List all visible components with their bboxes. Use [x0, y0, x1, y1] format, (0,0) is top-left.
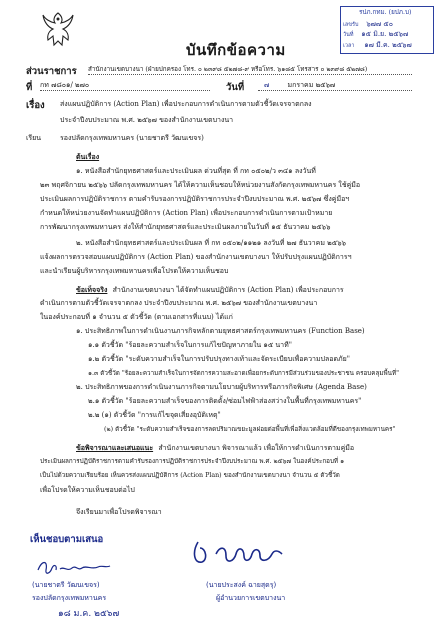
p1-line-5: การพัฒนากรุงเทพมหานคร ส่งให้สำนักยุทธศาสตร์และประเมินผลภายในวันที่ ๑๕ ธันวาคม ๒๕๖๖: [40, 223, 331, 231]
p2-line-3: และนำเรียนผู้บริหารกรุงเทพมหานครเพื่อโปรดให้ความเห็นชอบ: [40, 267, 229, 275]
approval-name: (นายชาตรี วัฒนเขจร): [32, 581, 100, 589]
stamp-date-value: ๑๕ มิ.ย. ๒๕๖๗: [361, 30, 409, 38]
p4-line-3: เป็นไปด้วยความเรียบร้อย เห็นควรส่งแผนปฏิบัติการ (Action Plan) ของสำนักงานเขตบางนา จำนวน ๕ ตัวชี้วัด: [40, 472, 340, 479]
considerations-line-1: [76, 443, 354, 453]
date-day: ๗: [264, 81, 270, 89]
ref-label: ที่: [26, 82, 33, 93]
section-considerations: ข้อพิจารณาและเสนอแนะ: [76, 443, 154, 452]
approval-label: เห็นชอบตามเสนอ: [30, 534, 104, 545]
p3-line-2: ดำเนินการตามตัวชี้วัดเจรจาตกลง ประจำปีงบประมาณ พ.ศ. ๒๕๖๗ ของสำนักงานเขตบางนา: [40, 299, 318, 307]
item-1: ๑. ประสิทธิภาพในการดำเนินงานภารกิจหลักตามยุทธศาสตร์กรุงเทพมหานคร (Function Base): [76, 327, 365, 335]
stamp-no-label: เลขรับ: [343, 22, 359, 28]
director-signature: [186, 534, 296, 574]
agency-label: ส่วนราชการ: [26, 66, 77, 77]
p1-line-2: ๒๓ พฤศจิกายน ๒๕๖๖ ปลัดกรุงเทพมหานคร ได้ให้ความเห็นชอบให้หน่วยงานสังกัดกรุงเทพมหานคร ใช้คู่มือ: [40, 181, 361, 189]
item-2: ๒. ประสิทธิภาพของการดำเนินงานภารกิจตามนโยบายผู้บริหารหรือภารกิจพิเศษ (Agenda Base): [76, 383, 367, 391]
subject-label: เรื่อง: [26, 100, 45, 111]
p1-line-4: กำหนดให้หน่วยงานจัดทำแผนปฏิบัติการ (Action Plan) เพื่อประกอบการดำเนินการตามเป้าหมาย: [40, 209, 333, 217]
item-1-3: ๑.๓ ตัวชี้วัด "ร้อยละความสำเร็จในการจัดการความสะอาดเพื่อยกระดับการมีส่วนร่วมของประชาชน ครอบคลุมพื้นที่": [88, 370, 400, 377]
approval-position: รองปลัดกรุงเทพมหานคร: [32, 594, 107, 602]
stamp-date-label: วันที่: [343, 32, 354, 38]
item-2-1: ๒.๑ ตัวชี้วัด "ร้อยละความสำเร็จของการติดตั้ง/ซ่อมไฟฟ้าส่องสว่างในพื้นที่กรุงเทพมหานคร": [88, 397, 362, 405]
to-value: รองปลัดกรุงเทพมหานคร (นายชาตรี วัฒนเขจร): [60, 134, 204, 142]
signer-name: (นายประสงค์ ฉายสุดรุ): [206, 581, 277, 589]
p4-line-1: สำนักงานเขตบางนา พิจารณาแล้ว เพื่อให้การดำเนินการตามคู่มือ: [158, 444, 355, 452]
p4-line-2: ประเมินผลการปฏิบัติราชการตามคำรับรองการปฏิบัติราชการประจำปีงบประมาณ พ.ศ. ๒๕๖๗ ในองค์ประกอบที่ ๑: [40, 458, 345, 465]
date-value: [258, 81, 412, 91]
item-1-2: ๑.๒ ตัวชี้วัด "ระดับความสำเร็จในการปรับปรุงทางเท้าและจัดระเบียบเพื่อความปลอดภัย": [88, 355, 350, 363]
to-label: เรียน: [26, 134, 42, 142]
p3-line-3: ในองค์ประกอบที่ ๑ จำนวน ๕ ตัวชี้วัด (ตามเอกสารที่แนบ) ได้แก่: [40, 313, 233, 321]
signer-position: ผู้อำนวยการเขตบางนา: [216, 594, 286, 602]
section-facts: ข้อเท็จจริง: [76, 285, 108, 294]
item-2-2: ๒.๒ (๑) ตัวชี้วัด "การแก้ไขจุดเสี่ยงอุบัติเหตุ": [88, 411, 221, 419]
item-2-2-2: (๒) ตัวชี้วัด "ระดับความสำเร็จของการลดปริมาณขยะมูลฝอยต่อพื้นที่เพื่อสิ่งแวดล้อมที่ดีของกรุงเทพมหานคร": [104, 426, 396, 433]
item-1-1: ๑.๑ ตัวชี้วัด "ร้อยละความสำเร็จในการแก้ไขปัญหาภายใน ๑๕ นาที": [88, 341, 292, 349]
garuda-emblem: [40, 10, 76, 50]
p2-line-1: ๒. หนังสือสำนักยุทธศาสตร์และประเมินผล ที่ กท ๐๕๐๒/๑๑๒๑ ลงวันที่ ๒๗ ธันวาคม ๒๕๖๖: [76, 239, 346, 247]
subject-line-1: ส่งแผนปฏิบัติการ (Action Plan) เพื่อประกอบการดำเนินการตามตัวชี้วัดเจรจาตกลง: [60, 100, 312, 108]
p1-line-1: ๑. หนังสือสำนักยุทธศาสตร์และประเมินผล ด่วนที่สุด ที่ กท ๐๕๐๒/ว ๓๔๑ ลงวันที่: [76, 167, 316, 175]
approval-signature: [34, 556, 114, 578]
p1-line-3: ประเมินผลการปฏิบัติราชการ ตามคำรับรองการปฏิบัติราชการประจำปีงบประมาณ พ.ศ. ๒๕๖๗ ซึ่งคู่มือฯ: [40, 195, 350, 203]
received-stamp: [340, 6, 434, 54]
stamp-time-label: เวลา: [343, 43, 355, 49]
ref-value: กท ๗๘๐๑/ ๒๗๐: [40, 81, 210, 91]
p2-line-2: แจ้งผลการตรวจสอบแผนปฏิบัติการ (Action Plan) ของสำนักงานเขตบางนา ให้ปรับปรุงแผนปฏิบัติการฯ: [40, 253, 352, 261]
p3-line-1: สำนักงานเขตบางนา ได้จัดทำแผนปฏิบัติการ (Action Plan) เพื่อประกอบการ: [112, 286, 344, 294]
p4-line-4: เพื่อโปรดให้ความเห็นชอบต่อไป: [40, 486, 135, 494]
facts-line-1: [76, 285, 344, 295]
section-background: ต้นเรื่อง: [76, 152, 100, 161]
subject-line-2: ประจำปีงบประมาณ พ.ศ. ๒๕๖๗ ของสำนักงานเขตบางนา: [60, 116, 234, 124]
date-rest: มกราคม ๒๕๖๗: [287, 81, 336, 89]
stamp-org: รปภ.กทม. (ยปภ.บ): [359, 9, 412, 16]
agency-value: สำนักงานเขตบางนา (ฝ่ายปกครอง โทร. ๐ ๒๓๙๘ ๕๒๗๘-๙ หรือโทร. ๖๑๘๕ โทรสาร ๐ ๒๓๙๘ ๕๒๗๘): [88, 66, 412, 75]
stamp-time-value: ๑๗ มี.ค. ๒๕๖๗: [364, 41, 412, 49]
stamp-no-value: ๖๗๗ ๕๐: [366, 20, 393, 28]
approval-date: ๑๘ ม.ค. ๒๕๖๗: [58, 609, 120, 619]
date-label: วันที่: [226, 82, 245, 93]
closing-text: จึงเรียนมาเพื่อโปรดพิจารณา: [76, 508, 162, 516]
memo-title: บันทึกข้อความ: [186, 41, 286, 59]
